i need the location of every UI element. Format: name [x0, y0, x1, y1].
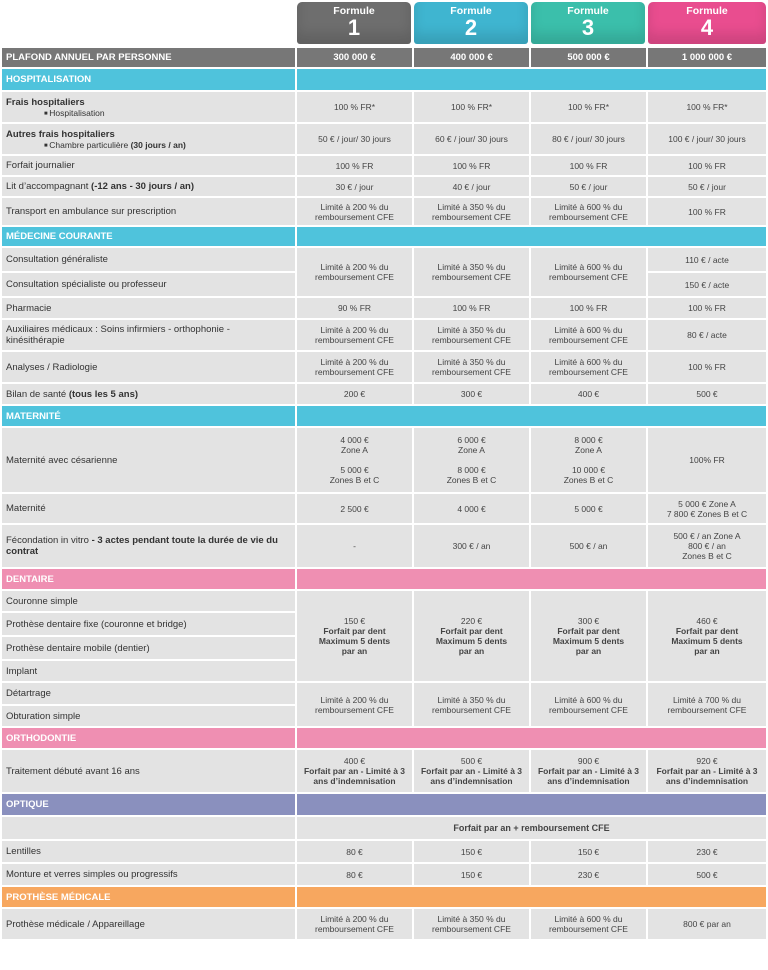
cell: 500 € / an: [531, 525, 646, 567]
cell: Limité à 200 % du remboursement CFE: [297, 909, 412, 939]
cell: 90 % FR: [297, 298, 412, 318]
cell: Limité à 600 % du remboursement CFE: [531, 909, 646, 939]
section-prothese: [2, 887, 766, 907]
cell: 230 €: [531, 864, 646, 885]
cell-amount: 900 €: [577, 756, 600, 766]
table-row: [2, 320, 766, 350]
plafond-value: 300 000 €: [297, 48, 412, 67]
row-label: Monture et verres simples ou progressifs: [2, 864, 295, 885]
cell: Limité à 200 % du remboursement CFE: [297, 683, 412, 726]
cell-line: 5 000 € Zone A: [678, 498, 736, 509]
cell: 150 € / acte: [648, 273, 766, 296]
cell: 80 € / acte: [648, 320, 766, 350]
cell: 100 % FR: [414, 156, 529, 175]
section-maternite: [2, 406, 766, 426]
cell-zone: Zones B et C: [563, 475, 614, 485]
cell: 100 % FR: [297, 156, 412, 175]
row-label: Obturation simple: [2, 706, 295, 726]
table-row: [2, 428, 766, 492]
table-row: [2, 750, 766, 792]
section-optique: [2, 794, 766, 815]
row-label: Maternité avec césarienne: [2, 428, 295, 492]
cell: 5 000 €: [531, 494, 646, 523]
table-row: [2, 864, 766, 885]
tab-label: Formule: [686, 5, 728, 17]
cell: 2 500 €: [297, 494, 412, 523]
row-label: Consultation généraliste: [2, 248, 295, 271]
row-sublabel: Chambre particulière: [49, 139, 129, 150]
cell: 100 % FR: [531, 298, 646, 318]
cell-line: Forfait par an - Limité à 3 ans d’indemnisation: [656, 766, 758, 786]
cell-amount: 10 000 €: [571, 465, 606, 475]
cell: Limité à 350 % du remboursement CFE: [414, 248, 529, 296]
row-label: Consultation spécialiste ou professeur: [2, 273, 295, 296]
cell-line: Forfait par dent: [323, 626, 386, 636]
table-row: [2, 683, 766, 704]
cell: 50 € / jour: [648, 177, 766, 196]
table-row: [2, 591, 766, 611]
cell: 100 % FR: [648, 352, 766, 382]
cell-amount: 5 000 €: [340, 465, 369, 475]
cell-zone: Zones B et C: [329, 475, 380, 485]
row-label: Frais hospitaliers: [6, 96, 85, 108]
cell: Limité à 200 % du remboursement CFE: [297, 320, 412, 350]
section-title: OPTIQUE: [2, 794, 295, 815]
cell: 100 % FR*: [648, 92, 766, 122]
cell-amount: 8 000 €: [574, 435, 603, 445]
row-label-bold: - 3 actes pendant toute la durée de vie du contrat: [6, 535, 278, 557]
cell: Limité à 600 % du remboursement CFE: [531, 683, 646, 726]
table-row: [2, 298, 766, 318]
cell-line: Forfait par dent: [440, 626, 503, 636]
cell: 110 € / acte: [648, 248, 766, 271]
row-label: Autres frais hospitaliers: [6, 128, 115, 140]
cell: Limité à 350 % du remboursement CFE: [414, 683, 529, 726]
cell: 100 % FR: [648, 198, 766, 225]
cell-line: Maximum 5 dents: [671, 636, 743, 646]
row-label: Transport en ambulance sur prescription: [2, 198, 295, 225]
cell-line: Forfait par an - Limité à 3 ans d’indemnisation: [420, 766, 523, 786]
cell-amount: 4 000 €: [340, 435, 369, 445]
cell: 50 € / jour: [531, 177, 646, 196]
cell-amount: 8 000 €: [457, 465, 486, 475]
coverage-table: [0, 46, 768, 941]
cell-line: Forfait par an - Limité à 3 ans d’indemnisation: [303, 766, 406, 786]
table-row: [2, 177, 766, 196]
cell: 40 € / jour: [414, 177, 529, 196]
cell: Limité à 200 % du remboursement CFE: [297, 198, 412, 225]
cell: 300 € / an: [414, 525, 529, 567]
cell-zone: Zone A: [341, 445, 368, 455]
row-label: Prothèse dentaire mobile (dentier): [2, 637, 295, 659]
cell: Limité à 600 % du remboursement CFE: [531, 248, 646, 296]
tab-label: Formule: [333, 5, 375, 17]
row-label-bold: (-12 ans - 30 jours / an): [91, 181, 194, 192]
row-label: Pharmacie: [2, 298, 295, 318]
cell: 150 €: [414, 864, 529, 885]
row-label: Détartrage: [2, 683, 295, 704]
cell: 230 €: [648, 841, 766, 862]
cell: 4 000 €: [414, 494, 529, 523]
cell: 100 % FR*: [531, 92, 646, 122]
tab-number: 3: [581, 15, 595, 40]
section-title: HOSPITALISATION: [2, 69, 295, 90]
cell-line: Forfait par dent: [557, 626, 620, 636]
plafond-row: [2, 48, 766, 67]
section-orthodontie: [2, 728, 766, 748]
cell: 500 €: [648, 864, 766, 885]
cell-line: 800 € / an: [688, 541, 726, 551]
row-label: Analyses / Radiologie: [2, 352, 295, 382]
cell: 100 % FR*: [297, 92, 412, 122]
cell-amount: 920 €: [696, 756, 718, 766]
cell-line: par an: [694, 646, 720, 656]
cell: Limité à 350 % du remboursement CFE: [414, 352, 529, 382]
cell-line: par an: [341, 646, 368, 656]
row-label: Maternité: [2, 494, 295, 523]
tab-label: Formule: [450, 5, 492, 17]
section-hospitalisation: [2, 69, 766, 90]
cell: 100 % FR: [414, 298, 529, 318]
section-title: MÉDECINE COURANTE: [2, 227, 295, 246]
row-label: Fécondation in vitro: [6, 535, 89, 546]
cell-amount: 6 000 €: [457, 435, 486, 445]
row-label: Prothèse dentaire fixe (couronne et bridge): [2, 613, 295, 635]
cell-line: Maximum 5 dents: [552, 636, 625, 646]
tab-formule-1[interactable]: [297, 2, 411, 44]
cell-line: Maximum 5 dents: [318, 636, 391, 646]
cell: 50 € / jour/ 30 jours: [297, 124, 412, 154]
section-title: DENTAIRE: [2, 569, 295, 589]
cell: 80 €: [297, 841, 412, 862]
row-label: Prothèse médicale / Appareillage: [2, 909, 295, 939]
row-sublabel-bold: (30 jours / an): [130, 139, 186, 150]
row-label: Forfait journalier: [2, 156, 295, 175]
table-row: [2, 156, 766, 175]
section-medecine: [2, 227, 766, 246]
cell-line: 7 800 € Zones B et C: [666, 508, 748, 519]
cell-zone: Zone A: [575, 445, 602, 455]
plafond-value: 500 000 €: [531, 48, 646, 67]
cell: Limité à 350 % du remboursement CFE: [414, 909, 529, 939]
cell: Limité à 200 % du remboursement CFE: [297, 248, 412, 296]
table-row: [2, 248, 766, 271]
section-title: ORTHODONTIE: [2, 728, 295, 748]
cell: 150 €: [531, 841, 646, 862]
cell: Limité à 700 % du remboursement CFE: [648, 683, 766, 726]
cell: 400 €: [531, 384, 646, 404]
cell-zone: Zone A: [458, 445, 485, 455]
row-label: Lentilles: [2, 841, 295, 862]
cell: 100 % FR: [531, 156, 646, 175]
plafond-label: PLAFOND ANNUEL PAR PERSONNE: [2, 48, 295, 67]
cell: Limité à 600 % du remboursement CFE: [531, 198, 646, 225]
cell: 30 € / jour: [297, 177, 412, 196]
table-row: [2, 124, 766, 154]
table-row: [2, 352, 766, 382]
optique-note: Forfait par an + remboursement CFE: [297, 817, 766, 839]
cell-amount: 500 €: [460, 756, 483, 766]
row-label: Traitement débuté avant 16 ans: [2, 750, 295, 792]
row-label-bold: (tous les 5 ans): [68, 388, 139, 400]
table-row: [2, 494, 766, 523]
cell: Limité à 350 % du remboursement CFE: [414, 320, 529, 350]
table-row: [2, 525, 766, 567]
cell: 100 % FR: [648, 156, 766, 175]
cell: 80 € / jour/ 30 jours: [531, 124, 646, 154]
table-row: [2, 92, 766, 122]
cell: Limité à 600 % du remboursement CFE: [531, 352, 646, 382]
cell: 800 € par an: [648, 909, 766, 939]
row-label: Couronne simple: [2, 591, 295, 611]
section-title: PROTHÈSE MÉDICALE: [2, 887, 295, 907]
cell: 500 €: [648, 384, 766, 404]
table-row: [2, 384, 766, 404]
tab-formule-2[interactable]: [414, 2, 528, 44]
cell-line: par an: [458, 646, 485, 656]
row-label: Bilan de santé: [6, 388, 67, 400]
section-title: MATERNITÉ: [2, 406, 295, 426]
tab-number: 1: [347, 15, 361, 40]
row-label: Auxiliaires médicaux : Soins infirmiers - orthophonie - kinésithérapie: [2, 320, 295, 350]
cell: Limité à 200 % du remboursement CFE: [297, 352, 412, 382]
cell-amount: 220 €: [460, 616, 483, 626]
cell-line: Forfait par an - Limité à 3 ans d’indemnisation: [537, 766, 640, 786]
cell: -: [297, 525, 412, 567]
table-row: [2, 817, 766, 839]
table-row: [2, 909, 766, 939]
row-label: Lit d’accompagnant: [6, 181, 89, 192]
cell: 100% FR: [648, 428, 766, 492]
cell: 100 € / jour/ 30 jours: [648, 124, 766, 154]
tab-formule-4[interactable]: [648, 2, 766, 44]
cell-line: par an: [575, 646, 602, 656]
cell: 100 % FR: [648, 298, 766, 318]
cell-line: 500 € / an Zone A: [673, 531, 741, 541]
row-label: Implant: [2, 661, 295, 681]
tab-label: Formule: [567, 5, 609, 17]
cell: 80 €: [297, 864, 412, 885]
plafond-value: 1 000 000 €: [648, 48, 766, 67]
cell-line: Maximum 5 dents: [435, 636, 508, 646]
tab-number: 4: [700, 15, 714, 40]
table-row: [2, 198, 766, 225]
cell-zone: Zones B et C: [446, 475, 497, 485]
cell-amount: 460 €: [696, 616, 718, 626]
cell-amount: 400 €: [343, 756, 366, 766]
cell-amount: 300 €: [577, 616, 600, 626]
row-sublabel: ■ Hospitalisation: [6, 108, 291, 118]
cell-line: Zones B et C: [682, 551, 732, 561]
plafond-value: 400 000 €: [414, 48, 529, 67]
cell: 60 € / jour/ 30 jours: [414, 124, 529, 154]
formula-header: [0, 0, 768, 46]
cell: 200 €: [297, 384, 412, 404]
cell-amount: 150 €: [343, 616, 366, 626]
cell: 150 €: [414, 841, 529, 862]
cell: 100 % FR*: [414, 92, 529, 122]
cell: 300 €: [414, 384, 529, 404]
section-dentaire: [2, 569, 766, 589]
tab-number: 2: [464, 15, 478, 40]
table-row: [2, 841, 766, 862]
cell: Limité à 350 % du remboursement CFE: [414, 198, 529, 225]
cell-line: Forfait par dent: [675, 626, 739, 636]
tab-formule-3[interactable]: [531, 2, 645, 44]
cell: Limité à 600 % du remboursement CFE: [531, 320, 646, 350]
